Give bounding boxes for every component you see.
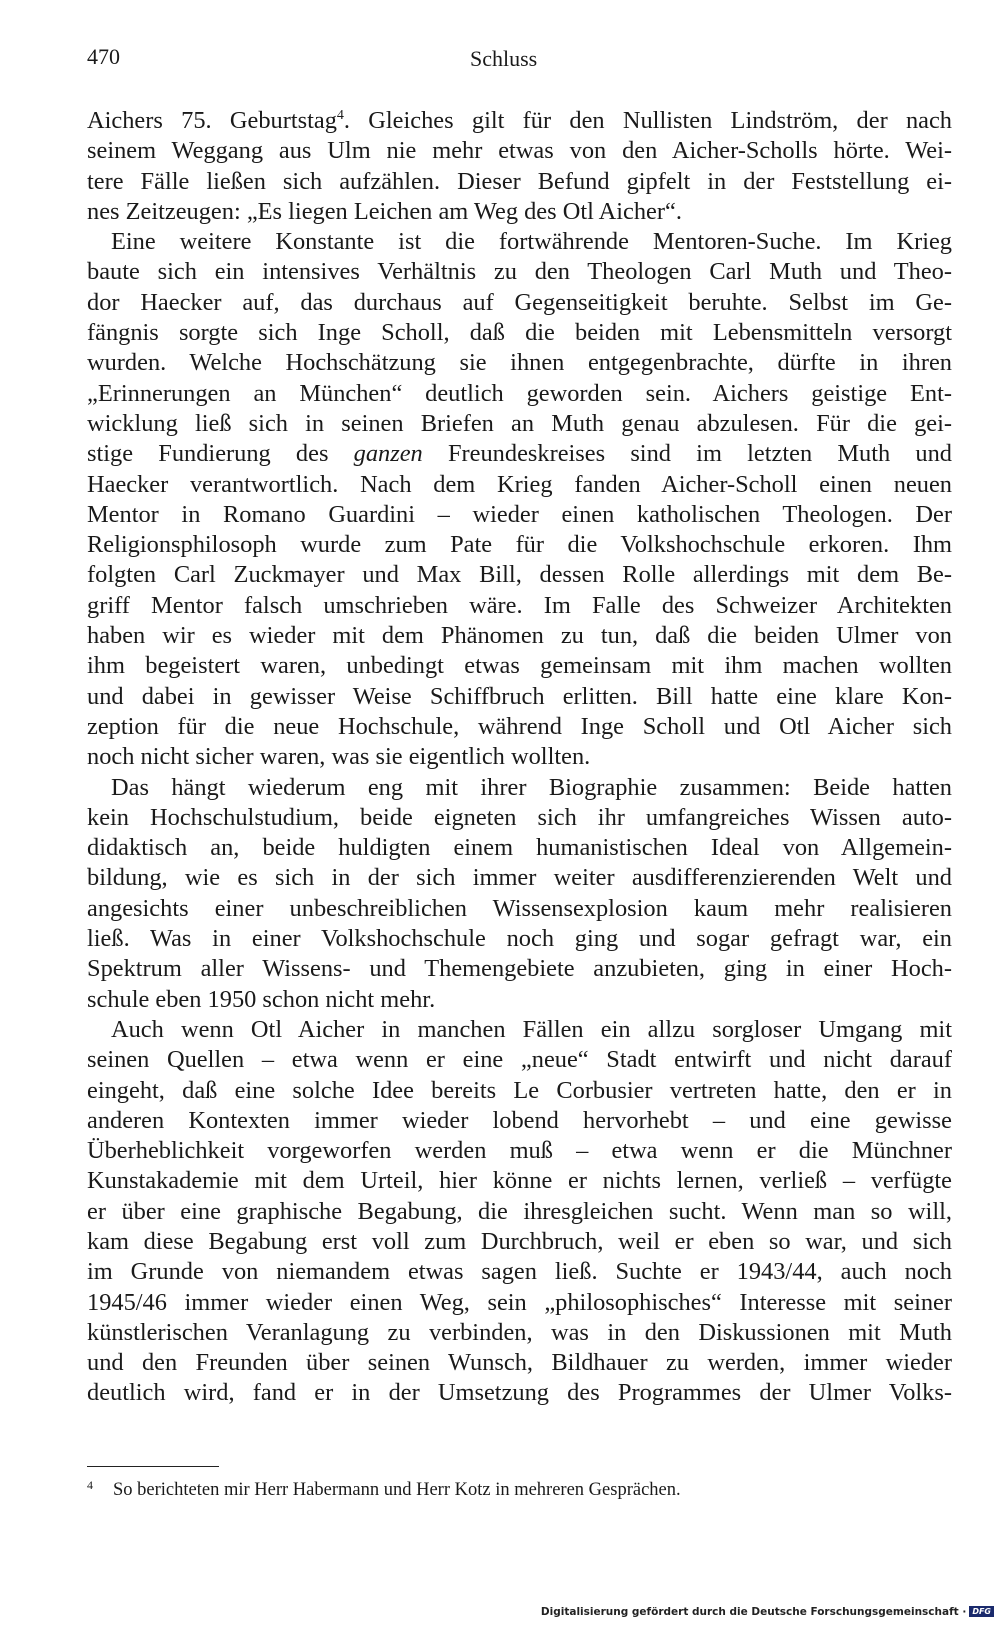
text-line: seinen Quellen – etwa wenn er eine „neue“ Stadt entwirft und nicht darauf — [87, 1046, 952, 1074]
text-line: Überheblichkeit vorgeworfen werden muß – etwa wenn er die Münchner — [87, 1137, 952, 1165]
text-line: kein Hochschulstudium, beide eigneten sich ihr umfangreiches Wissen auto- — [87, 803, 952, 831]
text-line: wicklung ließ sich in seinen Briefen an Muth genau abzulesen. Für die gei- — [87, 409, 952, 437]
text-line: ließ. Was in einer Volkshochschule noch ging und sogar gefragt war, ein — [87, 925, 952, 953]
text-line: Aichers 75. Geburtstag$^4$. Gleiches gilt für den Nullisten Lindström, der nach — [87, 107, 952, 134]
text-line: stige Fundierung des ganzen Freundeskreises sind im letzten Muth und — [87, 440, 952, 468]
text-line: schule eben 1950 schon nicht mehr. — [87, 985, 436, 1013]
text-line: im Grunde von niemandem etwas sagen ließ. Suchte er 1943/44, auch noch — [87, 1258, 952, 1286]
text-line: 1945/46 immer wieder einen Weg, sein „philosophisches“ Interesse mit seiner — [87, 1288, 952, 1316]
footnote-mark: 4 — [87, 1478, 93, 1492]
text-line: tere Fälle ließen sich aufzählen. Dieser Befund gipfelt in der Feststellung ei- — [87, 167, 952, 195]
text-line: nes Zeitzeugen: „Es liegen Leichen am Weg des Otl Aicher“. — [87, 197, 682, 225]
text-line: ihm begeistert waren, unbedingt etwas gemeinsam mit ihm machen wollten — [87, 652, 952, 680]
footnote-reference[interactable]: 4 — [336, 108, 344, 123]
text-line: Das hängt wiederum eng mit ihrer Biographie zusammen: Beide hatten — [111, 773, 952, 801]
footnote-divider — [87, 1466, 219, 1467]
emphasis: ganzen — [353, 440, 423, 468]
text-line: griff Mentor falsch umschrieben wäre. Im Falle des Schweizer Architekten — [87, 591, 952, 619]
text-line: Haecker verantwortlich. Nach dem Krieg fanden Aicher-Scholl einen neuen — [87, 470, 952, 498]
text-line: Spektrum aller Wissens- und Themengebiete anzubieten, ging in einer Hoch- — [87, 955, 952, 983]
text-line: Auch wenn Otl Aicher in manchen Fällen ein allzu sorgloser Umgang mit — [111, 1015, 952, 1043]
text-line: Eine weitere Konstante ist die fortwährende Mentoren-Suche. Im Krieg — [111, 228, 952, 256]
page-number: 470 — [87, 44, 120, 69]
text-line: angesichts einer unbeschreiblichen Wissensexplosion kaum mehr realisieren — [87, 894, 952, 922]
text-line: haben wir es wieder mit dem Phänomen zu tun, daß die beiden Ulmer von — [87, 622, 952, 650]
body-text — [87, 106, 952, 1409]
text-line: baute sich ein intensives Verhältnis zu den Theologen Carl Muth und Theo- — [87, 258, 952, 286]
text-line: Mentor in Romano Guardini – wieder einen katholischen Theologen. Der — [87, 500, 952, 528]
text-line: seinem Weggang aus Ulm nie mehr etwas von den Aicher-Scholls hörte. Wei- — [87, 137, 952, 165]
text-line: wurden. Welche Hochschätzung sie ihnen entgegenbrachte, dürfte in ihren — [87, 349, 952, 377]
text-line: kam diese Begabung erst voll zum Durchbruch, weil er eben so war, und sich — [87, 1227, 952, 1255]
dfg-logo: DFG — [969, 1606, 994, 1617]
text-line: zeption für die neue Hochschule, während Inge Scholl und Otl Aicher sich — [87, 712, 952, 740]
running-head: Schluss — [470, 46, 538, 71]
text-line: bildung, wie es sich in der sich immer weiter ausdifferenzierenden Welt und — [87, 864, 952, 892]
text-line: künstlerischen Veranlagung zu verbinden, was in den Diskussionen mit Muth — [87, 1318, 952, 1346]
footnote — [87, 1478, 681, 1501]
text-line: didaktisch an, beide huldigten einem humanistischen Ideal von Allgemein- — [87, 834, 952, 862]
text-line: er über eine graphische Begabung, die ihresgleichen sucht. Wenn man so will, — [87, 1197, 952, 1225]
text-line: eingeht, daß eine solche Idee bereits Le Corbusier vertreten hatte, den er in — [87, 1076, 952, 1104]
text-line: anderen Kontexten immer wieder lobend hervorhebt – und eine gewisse — [87, 1106, 952, 1134]
text-line: und dabei in gewisser Weise Schiffbruch erlitten. Bill hatte eine klare Kon- — [87, 682, 952, 710]
footnote-text: So berichteten mir Herr Habermann und Herr Kotz in mehreren Gesprächen. — [113, 1480, 681, 1500]
text-line: deutlich wird, fand er in der Umsetzung des Programmes der Ulmer Volks- — [87, 1379, 952, 1407]
digitization-note: Digitalisierung gefördert durch die Deutsche Forschungsgemeinschaft · DFG — [541, 1606, 994, 1618]
text-line: folgten Carl Zuckmayer und Max Bill, dessen Rolle allerdings mit dem Be- — [87, 561, 952, 589]
text-line: noch nicht sicher waren, was sie eigentlich wollten. — [87, 743, 591, 771]
text-line: Kunstakademie mit dem Urteil, hier könne er nichts lernen, verließ – verfügte — [87, 1167, 952, 1195]
text-line: „Erinnerungen an München“ deutlich geworden sein. Aichers geistige Ent- — [87, 379, 952, 407]
text-line: und den Freunden über seinen Wunsch, Bildhauer zu werden, immer wieder — [87, 1349, 952, 1377]
text-line: Religionsphilosoph wurde zum Pate für die Volkshochschule erkoren. Ihm — [87, 531, 952, 559]
text-line: dor Haecker auf, das durchaus auf Gegenseitigkeit beruhte. Selbst im Ge- — [87, 288, 952, 316]
text-line: fängnis sorgte sich Inge Scholl, daß die beiden mit Lebensmitteln versorgt — [87, 319, 952, 347]
